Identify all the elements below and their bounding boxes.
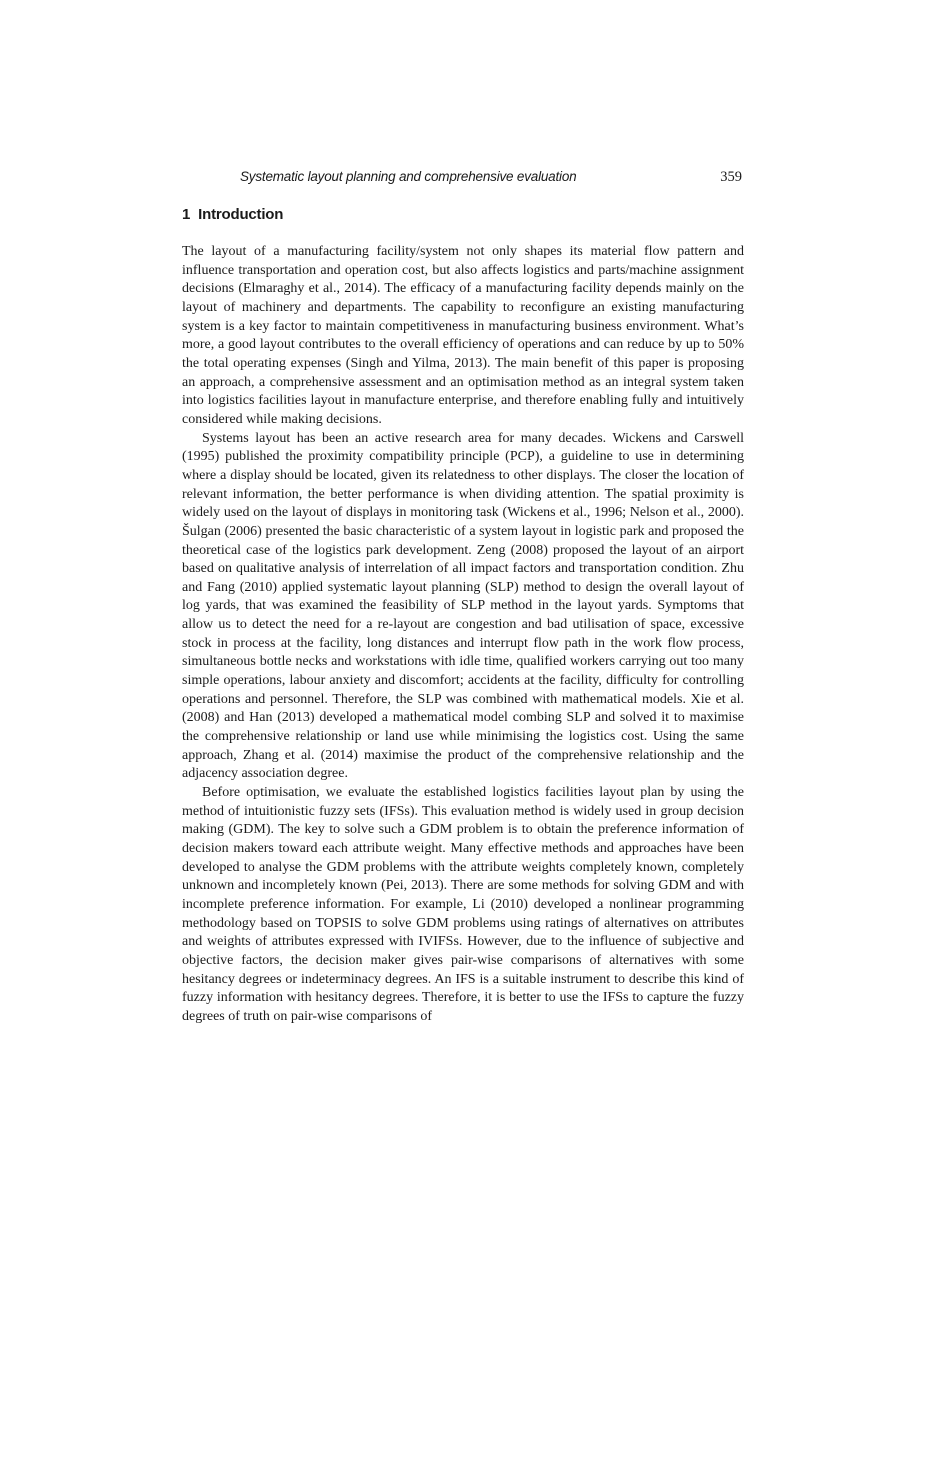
section-number: 1 (182, 206, 191, 223)
running-title: Systematic layout planning and comprehensive evaluation (240, 169, 577, 184)
section-title: Introduction (198, 206, 284, 223)
section-heading (182, 205, 283, 225)
body-text (182, 243, 744, 1027)
paragraph-3: Before optimisation, we evaluate the established logistics facilities layout plan by using the method of intuitionistic fuzzy sets (IFSs). This evaluation method is widely used in group decision making (GDM). The key to solve such a GDM problem is to obtain the preference information of decision makers toward each attribute weight. Many effective methods and approaches have been developed to analyse the GDM problems with the attribute weights completely known, completely unknown and incompletely known (Pei, 2013). There are some methods for solving GDM and with incomplete preference information. For example, Li (2010) developed a nonlinear programming methodology based on TOPSIS to solve GDM problems using ratings of alternatives on attributes and weights of attributes expressed with IVIFSs. However, due to the influence of subjective and objective factors, the decision maker gives pair-wise comparisons of alternatives with some hesitancy degrees or indeterminacy degrees. An IFS is a suitable instrument to describe this kind of fuzzy information with hesitancy degrees. Therefore, it is better to use the IFSs to capture the fuzzy degrees of truth on pair-wise comparisons of (182, 785, 744, 1024)
page-number: 359 (720, 169, 742, 185)
running-header (182, 168, 744, 188)
paragraph-1: The layout of a manufacturing facility/system not only shapes its material flow pattern and influence transportation and operation cost, but also affects logistics and parts/machine assignment decisions (Elmaraghy et al., 2014). The efficacy of a manufacturing facility depends mainly on the layout of machinery and departments. The capability to reconfigure an existing manufacturing system is a key factor to maintain competitiveness in manufacturing business environment. What’s more, a good layout contributes to the overall efficiency of operations and can reduce by up to 50% the total operating expenses (Singh and Yilma, 2013). The main benefit of this paper is proposing an approach, a comprehensive assessment and an optimisation method as an integral system taken into logistics facilities layout in manufacture enterprise, and therefore enabling fully and intuitively considered while making decisions. (182, 244, 744, 427)
paragraph-2: Systems layout has been an active research area for many decades. Wickens and Carswell (1995) published the proximity compatibility principle (PCP), a guideline to use in determining where a display should be located, given its relatedness to other displays. The closer the location of relevant information, the better performance is when dividing attention. The spatial proximity is widely used on the layout of displays in monitoring task (Wickens et al., 1996; Nelson et al., 2000). Šulgan (2006) presented the basic characteristic of a system layout in logistic park and proposed the theoretical case of the logistics park development. Zeng (2008) proposed the layout of an airport based on qualitative analysis of interrelation of all impact factors and transportation condition. Zhu and Fang (2010) applied systematic layout planning (SLP) method to design the overall layout of log yards, that was examined the feasibility of SLP method in the layout yards. Symptoms that allow us to detect the need for a re-layout are congestion and bad utilisation of space, excessive stock in process at the facility, long distances and interrupt flow path in the work flow process, simultaneous bottle necks and workstations with idle time, qualified workers carrying out too many simple operations, labour anxiety and discomfort; accidents at the facility, difficulty for controlling operations and personnel. Therefore, the SLP was combined with mathematical models. Xie et al. (2008) and Han (2013) developed a mathematical model combing SLP and solved it to maximise the comprehensive relationship or land use while minimising the logistics cost. Using the same approach, Zhang et al. (2014) maximise the product of the comprehensive relationship and the adjacency association degree. (182, 430, 744, 782)
